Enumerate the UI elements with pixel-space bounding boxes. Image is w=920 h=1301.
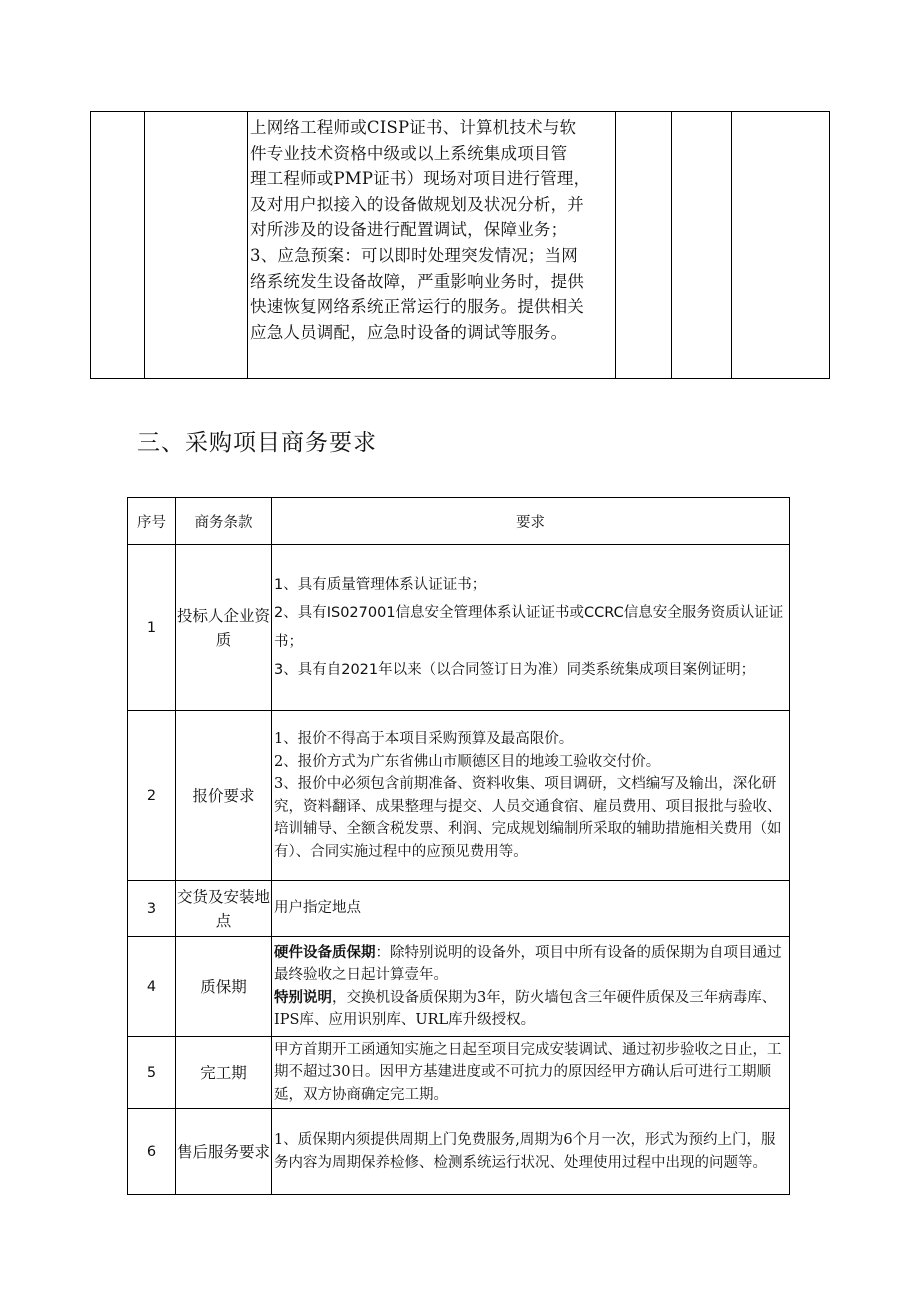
table-row xyxy=(128,937,790,1037)
cont-line: 络系统发生设备故障，严重影响业务时，提供 xyxy=(250,271,584,291)
row-no: 1 xyxy=(128,545,176,711)
table-row xyxy=(128,545,790,711)
cont-line: 应急人员调配，应急时设备的调试等服务。 xyxy=(250,322,568,342)
cont-line: 上网络工程师或CISP证书、计算机技术与软 xyxy=(250,118,577,137)
table-row xyxy=(128,1037,790,1109)
row-term: 投标人企业资质 xyxy=(176,545,272,711)
cont-line: 3、应急预案：可以即时处理突发情况；当网 xyxy=(250,245,578,265)
row-req xyxy=(272,937,790,1037)
row-no: 5 xyxy=(128,1037,176,1109)
table-row xyxy=(128,711,790,881)
business-requirements-table xyxy=(127,497,790,1195)
row-no: 2 xyxy=(128,711,176,881)
row-term: 完工期 xyxy=(176,1037,272,1109)
cont-line: 及对用户拟接入的设备做规划及状况分析，并 xyxy=(250,194,584,214)
req-line: 3、具有自2021年以来（以合同签订日为准）同类系统集成项目案例证明； xyxy=(274,662,756,678)
row-no: 3 xyxy=(128,881,176,937)
continuation-table xyxy=(90,111,830,379)
row-term: 交货及安装地点 xyxy=(176,881,272,937)
header-req: 要求 xyxy=(272,498,790,545)
row-req xyxy=(272,545,790,711)
req-line: 3、报价中必须包含前期准备、资料收集、项目调研，文档编写及输出，深化研究，资料翻译、成果整理与提交、人员交通食宿、雇员费用、项目报批与验收、培训辅导、全额含税发票、利润、完成规划编制所采取的辅助措施相关费用（如有）、合同实施过程中的应预见费用等。 xyxy=(274,776,782,860)
cont-cell-2 xyxy=(145,112,248,379)
table-header-row xyxy=(128,498,790,545)
row-req xyxy=(272,1109,790,1195)
row-req xyxy=(272,711,790,881)
table-row xyxy=(128,1109,790,1195)
cont-cell-6 xyxy=(732,112,830,379)
req-line: 1、报价不得高于本项目采购预算及最高限价。 xyxy=(274,731,574,747)
req-line: 1、具有质量管理体系认证证书； xyxy=(274,576,487,593)
row-term: 质保期 xyxy=(176,937,272,1037)
cont-line: 件专业技术资格中级或以上系统集成项目管 xyxy=(250,143,568,163)
cont-cell-5 xyxy=(672,112,732,379)
req-label: 特别说明 xyxy=(274,989,332,1006)
row-req xyxy=(272,1037,790,1109)
row-no: 4 xyxy=(128,937,176,1037)
req-line: 甲方首期开工函通知实施之日起至项目完成安装调试、通过初步验收之日止，工期不超过30日。因甲方基建进度或不可抗力的原因经甲方确认后可进行工期顺延，双方协商确定完工期。 xyxy=(274,1041,782,1103)
continuation-row xyxy=(91,112,830,379)
cont-cell-4 xyxy=(616,112,672,379)
req-line: 2、报价方式为广东省佛山市顺德区目的地竣工验收交付价。 xyxy=(274,753,661,770)
row-term: 报价要求 xyxy=(176,711,272,881)
row-term: 售后服务要求 xyxy=(176,1109,272,1195)
req-text: ：除特别说明的设备外，项目中所有设备的质保期为自项目通过最终验收之日起计算壹年。 xyxy=(274,944,782,983)
req-line: 1、质保期内须提供周期上门免费服务,周期为6个月一次，形式为预约上门，服务内容为周期保养检修、检测系统运行状况、处理使用过程中出现的问题等。 xyxy=(274,1132,776,1171)
cont-text-cell xyxy=(248,112,616,379)
cont-cell-1 xyxy=(91,112,145,379)
cont-line: 理工程师或PMP证书）现场对项目进行管理， xyxy=(250,169,591,189)
row-no: 6 xyxy=(128,1109,176,1195)
req-label: 硬件设备质保期 xyxy=(274,944,376,961)
header-term: 商务条款 xyxy=(176,498,272,545)
req-line: 2、具有IS027001信息安全管理体系认证证书或CCRC信息安全服务资质认证证书； xyxy=(274,605,784,650)
req-text: ，交换机设备质保期为3年，防火墙包含三年硬件质保及三年病毒库、IPS库、应用识别库、URL库升级授权。 xyxy=(274,989,777,1028)
req-line: 用户指定地点 xyxy=(274,900,361,917)
row-req xyxy=(272,881,790,937)
header-no: 序号 xyxy=(128,498,176,545)
section-title: 三、采购项目商务要求 xyxy=(137,430,377,456)
table-row xyxy=(128,881,790,937)
cont-line: 快速恢复网络系统正常运行的服务。提供相关 xyxy=(250,297,584,317)
cont-line: 对所涉及的设备进行配置调试，保障业务； xyxy=(250,220,568,240)
